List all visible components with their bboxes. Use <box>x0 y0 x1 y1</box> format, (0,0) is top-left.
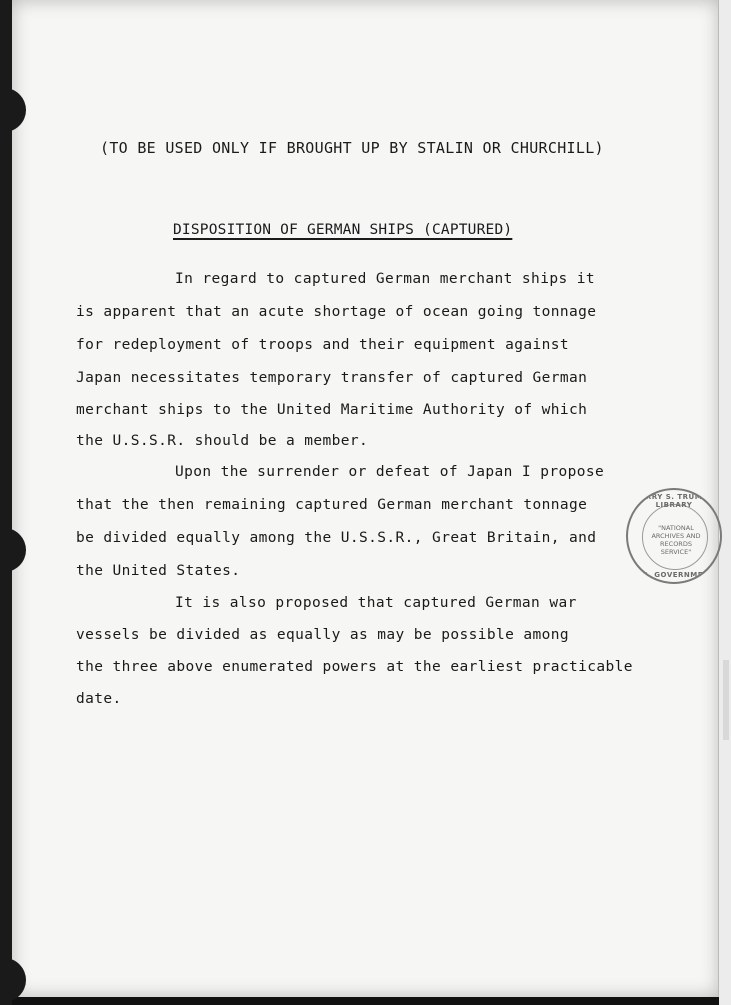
paragraph-2-line-1: Upon the surrender or defeat of Japan I propose <box>175 464 605 480</box>
stamp-bottom-text: U.S. GOVERNMENT <box>633 571 715 579</box>
paragraph-1-line-4: Japan necessitates temporary transfer of captured German <box>76 370 588 386</box>
paragraph-2-line-2: that the then remaining captured German merchant tonnage <box>76 497 588 513</box>
paragraph-2-line-3: be divided equally among the U.S.S.R., Great Britain, and <box>76 530 597 546</box>
archive-stamp <box>626 488 722 584</box>
paragraph-3-line-2: vessels be divided as equally as may be possible among <box>76 627 570 643</box>
paragraph-1-line-5: merchant ships to the United Maritime Authority of which <box>76 402 588 418</box>
document-header: (TO BE USED ONLY IF BROUGHT UP BY STALIN OR CHURCHILL) <box>100 139 604 157</box>
page-bottom-edge <box>12 997 719 1005</box>
paragraph-1-line-3: for redeployment of troops and their equipment against <box>76 337 570 353</box>
stamp-center-text: "NATIONAL ARCHIVES AND RECORDS SERVICE" <box>651 524 701 556</box>
paragraph-2-line-4: the United States. <box>76 563 241 579</box>
paragraph-3-line-1: It is also proposed that captured German war <box>175 595 577 611</box>
paragraph-1-line-6: the U.S.S.R. should be a member. <box>76 433 369 449</box>
stamp-top-text: HARRY S. TRUMAN LIBRARY <box>633 493 715 509</box>
paragraph-3-line-4: date. <box>76 691 122 707</box>
paragraph-1-line-2: is apparent that an acute shortage of ocean going tonnage <box>76 304 597 320</box>
paragraph-1-line-1: In regard to captured German merchant ships it <box>175 271 595 287</box>
paragraph-3-line-3: the three above enumerated powers at the earliest practicable <box>76 659 633 675</box>
document-subject: DISPOSITION OF GERMAN SHIPS (CAPTURED) <box>173 222 513 238</box>
